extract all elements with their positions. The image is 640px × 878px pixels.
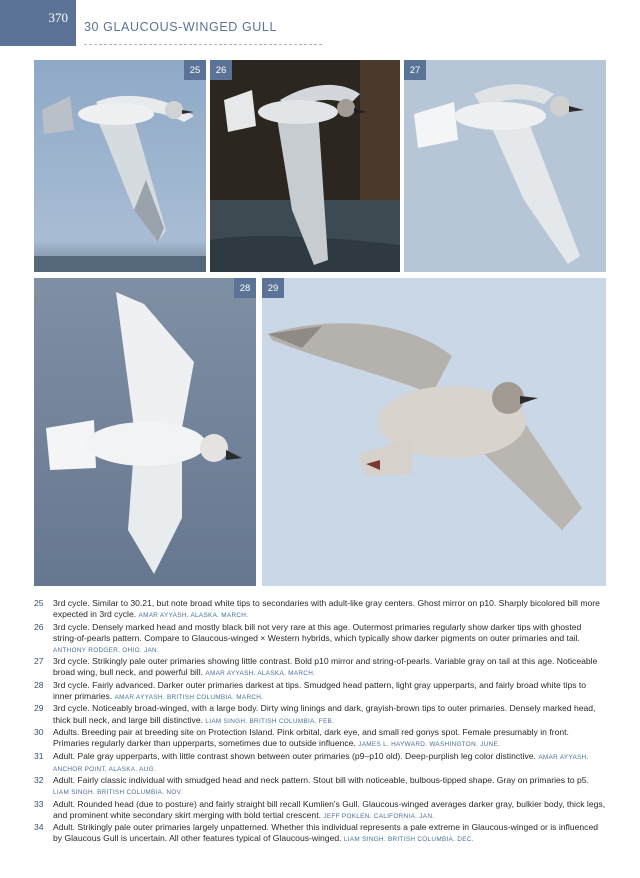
- caption-body: [53, 799, 606, 822]
- gull-flight-image-26: [210, 60, 400, 272]
- photo-credit: LIAM SINGH. BRITISH COLUMBIA. FEB.: [205, 717, 335, 725]
- caption-text: Adults. Breeding pair at breeding site on Protection Island. Pink orbital, dark eye, and small red gonys spot. Female presumably in front. Primaries regularly darker than upperparts, sometimes due to outside influence.: [53, 726, 569, 749]
- caption-body: [53, 656, 606, 679]
- caption-text: Adult. Rounded head (due to posture) and fairly straight bill recall Kumlien's Gull. Glaucous-winged averages darker gray, bulkier body, thick legs, and prominent white secondary skirt merging with bold tertial crescent.: [53, 798, 606, 820]
- photo-number-badge: 27: [404, 60, 426, 80]
- gull-flight-image-25: [34, 60, 206, 272]
- caption-item: [34, 799, 606, 822]
- photo-credit: JEFF POKLEN. CALIFORNIA. JAN.: [323, 812, 435, 820]
- photo-number-badge: 25: [184, 60, 206, 80]
- caption-number: 25: [34, 598, 44, 608]
- gull-flight-image-28: [34, 278, 256, 586]
- header-divider: [84, 44, 322, 45]
- caption-text: Adult. Strikingly pale outer primaries largely unpatterned. Whether this individual represents a pale extreme in Glaucous-winged or is influenced by Glaucous Gull is uncertain. All other features typical of Glaucous-winged.: [53, 822, 599, 844]
- caption-text: 3rd cycle. Similar to 30.21, but note broad white tips to secondaries with adult-like gray centers. Ghost mirror on p10. Sharply bicolored bill more expected in 3rd cycle.: [53, 598, 600, 620]
- chapter-title: 30 GLAUCOUS-WINGED GULL: [84, 20, 278, 34]
- caption-text: Adult. Pale gray upperparts, with little contrast shown between outer primaries (p9–p10 old). Deep-purplish leg color distinctive.: [53, 750, 536, 761]
- caption-text: 3rd cycle. Noticeably broad-winged, with a large body. Dirty wing linings and dark, grayish-brown tips to outer primaries. Densely marked head, thick bull neck, and large bill distinctive.: [53, 703, 596, 725]
- photo-29: [262, 278, 606, 586]
- photo-credit: LIAM SINGH. BRITISH COLUMBIA. NOV.: [53, 789, 183, 797]
- photo-credit: AMAR AYYASH. ALASKA. MARCH.: [138, 612, 249, 620]
- caption-item: [34, 703, 606, 726]
- photo-credit: AMAR AYYASH. BRITISH COLUMBIA. MARCH.: [114, 693, 264, 701]
- photo-25: [34, 60, 206, 272]
- caption-body: [53, 727, 606, 750]
- caption-body: [53, 703, 606, 726]
- gull-flight-image-29: [262, 278, 606, 586]
- caption-number: 33: [34, 798, 44, 809]
- caption-number: 34: [34, 822, 44, 833]
- caption-text: 3rd cycle. Strikingly pale outer primaries showing little contrast. Bold p10 mirror and string-of-pearls. Variable gray on tail at this age. Noticeable broad wing, bull neck, and powerful bill.: [53, 656, 598, 678]
- photo-credit: ANTHONY RODGER. OHIO. JAN.: [53, 646, 160, 654]
- caption-text: 3rd cycle. Densely marked head and mostly black bill not very rare at this age. Outermost primaries regularly show darker tips with ghosted string-of-pearls pattern. Compare to Glaucous-winged × Western hybrids, which typically show darker pigments on outer primaries and tail.: [53, 621, 582, 643]
- photo-28: [34, 278, 256, 586]
- caption-body: [53, 622, 606, 656]
- caption-number: 32: [34, 775, 44, 786]
- caption-text: 3rd cycle. Fairly advanced. Darker outer primaries darkest at tips. Smudged head pattern, light gray upperparts, and fairly broad white tips to inner primaries.: [53, 679, 587, 701]
- caption-number: 29: [34, 703, 44, 714]
- photo-credit: JAMES L. HAYWARD. WASHINGTON. JUNE.: [358, 741, 501, 749]
- caption-item: [34, 775, 606, 798]
- photo-number-badge: 28: [234, 278, 256, 298]
- gull-flight-image-27: [404, 60, 606, 272]
- photo-number-badge: 29: [262, 278, 284, 298]
- caption-item: [34, 822, 606, 845]
- caption-body: [53, 598, 606, 621]
- caption-body: [53, 822, 606, 845]
- caption-number: 30: [34, 726, 44, 737]
- photo-credit: AMAR AYYASH. ALASKA. MARCH.: [205, 670, 316, 678]
- caption-item: [34, 598, 606, 621]
- caption-item: [34, 656, 606, 679]
- caption-body: [53, 751, 606, 775]
- photo-number-badge: 26: [210, 60, 232, 80]
- caption-item: [34, 680, 606, 703]
- caption-body: [53, 680, 606, 703]
- caption-item: [34, 751, 606, 775]
- photo-credit: AMAR AYYASH. ANCHOR POINT, ALASKA. AUG.: [53, 753, 589, 773]
- photo-27: [404, 60, 606, 272]
- caption-body: [53, 775, 606, 798]
- caption-item: [34, 622, 606, 656]
- caption-number: 31: [34, 750, 44, 761]
- photo-credit: LIAM SINGH. BRITISH COLUMBIA. DEC.: [343, 836, 474, 844]
- caption-item: [34, 727, 606, 750]
- photo-26: [210, 60, 400, 272]
- page-number: 370: [0, 0, 76, 46]
- caption-text: Adult. Fairly classic individual with smudged head and neck pattern. Stout bill with noticeable, bulbous-tipped shape. Gray on primaries to p5.: [53, 775, 589, 786]
- caption-number: 27: [34, 656, 44, 667]
- caption-number: 26: [34, 621, 44, 632]
- caption-number: 28: [34, 679, 44, 690]
- photo-captions: [34, 598, 606, 846]
